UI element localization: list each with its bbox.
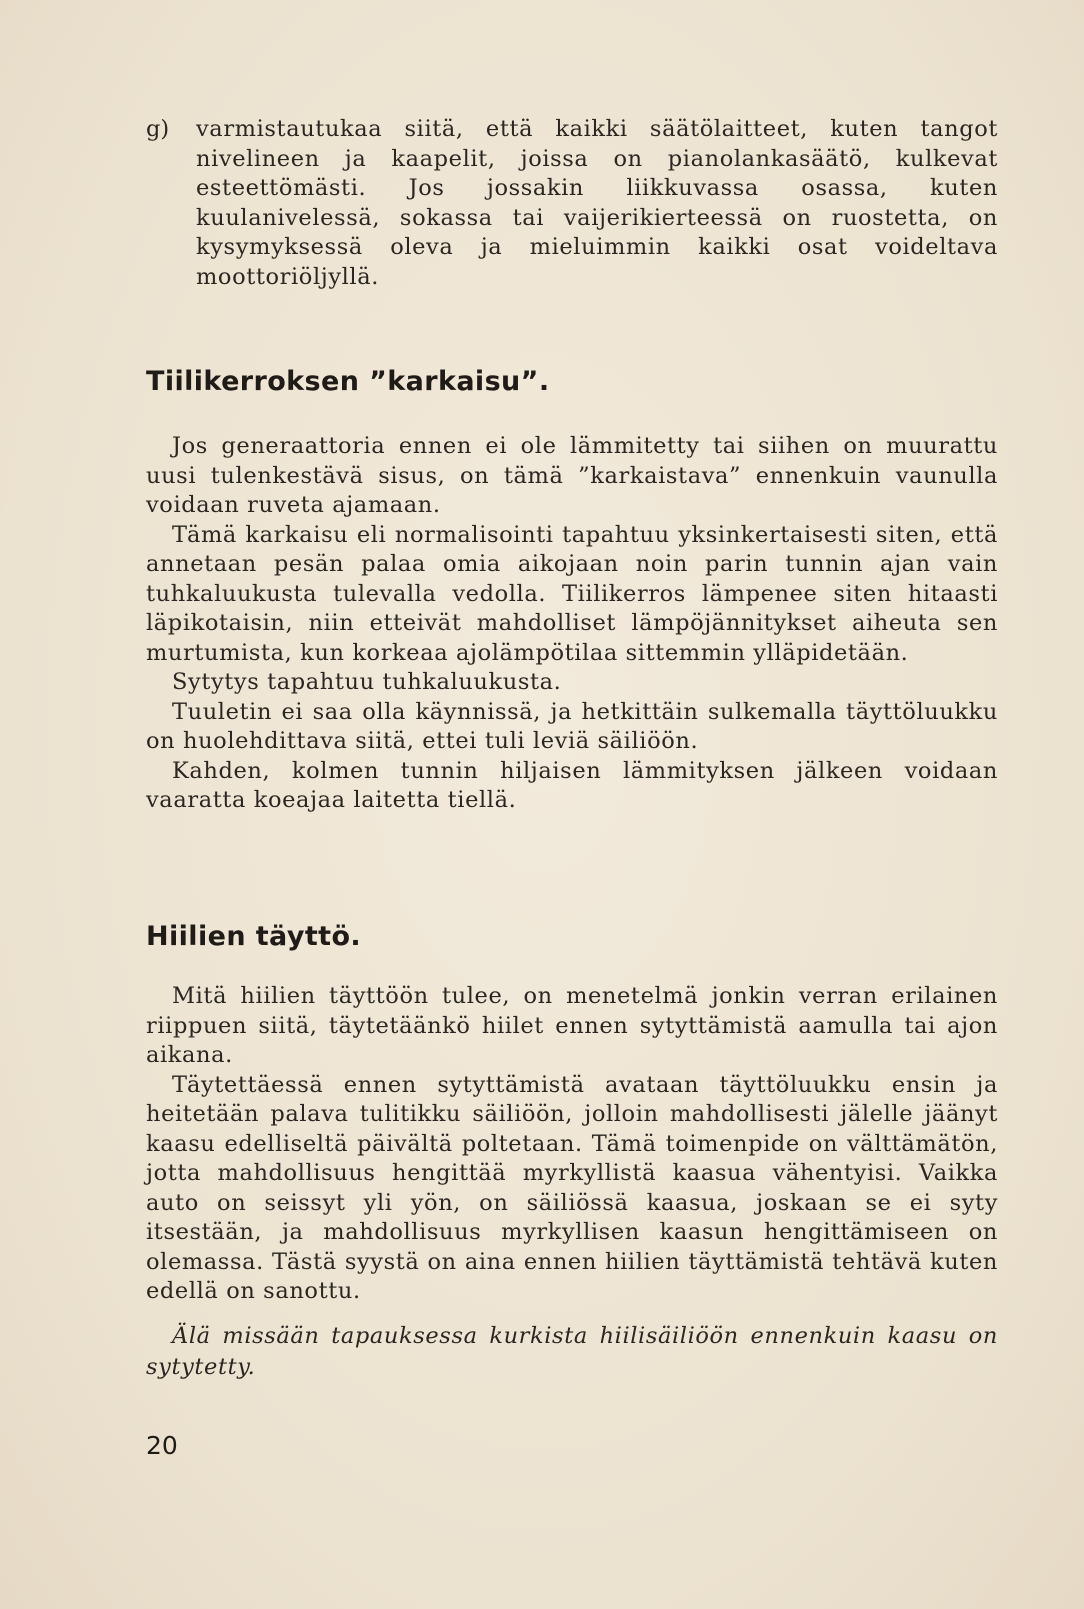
paragraph: Tämä karkaisu eli normalisointi tapahtuu yksinkertaisesti siten, että annetaan pesän palaa omia aikojaan noin parin tunnin ajan vain tuhkaluukusta tulevalla vedolla. Tiilikerros lämpenee siten hitaasti läpikotaisin, niin etteivät mahdolliset lämpöjännitykset aiheuta sen murtumista, kun korkeaa ajolämpötilaa sittemmin ylläpidetään.: [146, 521, 998, 666]
list-item-text: varmistautukaa siitä, että kaikki säätölaitteet, kuten tangot nivelineen ja kaapelit, joissa on pianolankasäätö, kulkevat esteettömästi. Jos jossakin liikkuvassa osassa, kuten kuulanivelessä, sokassa tai vaijerikierteessä on ruostetta, on kysymyksessä oleva ja mieluimmin kaikki osat voideltava moottoriöljyllä.: [196, 116, 998, 290]
list-item-g: [146, 115, 998, 292]
paragraph: Jos generaattoria ennen ei ole lämmitetty tai siihen on muurattu uusi tulenkestävä sisus, on tämä ”karkaistava” ennenkuin vaunulla voidaan ruveta ajamaan.: [146, 433, 998, 518]
paragraph: Kahden, kolmen tunnin hiljaisen lämmityksen jälkeen voidaan vaaratta koeajaa laitetta tiellä.: [146, 757, 998, 813]
paragraph: Mitä hiilien täyttöön tulee, on menetelmä jonkin verran erilainen riippuen siitä, täytetäänkö hiilet ennen sytyttämistä aamulla tai ajon aikana.: [146, 983, 998, 1068]
page-number: 20: [146, 1431, 178, 1460]
section-heading-hiilien-taytto: Hiilien täyttö.: [146, 921, 362, 952]
paragraph: Sytytys tapahtuu tuhkaluukusta.: [172, 669, 562, 695]
warning-note: Älä missään tapauksessa kurkista hiilisäiliöön ennenkuin kaasu on sytytetty.: [146, 1322, 998, 1380]
section-karkaisu: [146, 432, 998, 816]
section-hiilien-taytto: [146, 982, 998, 1383]
paragraph: Tuuletin ei saa olla käynnissä, ja hetkittäin sulkemalla täyttöluukku on huolehdittava siitä, ettei tuli leviä säiliöön.: [146, 698, 998, 754]
list-marker: g): [146, 116, 170, 142]
section-heading-karkaisu: Tiilikerroksen ”karkaisu”.: [146, 366, 550, 397]
paragraph: Täytettäessä ennen sytyttämistä avataan täyttöluukku ensin ja heitetään palava tulitikku säiliöön, jolloin mahdollisesti jälelle jäänyt kaasu edelliseltä päivältä poltetaan. Tämä toimenpide on välttämätön, jotta mahdollisuus hengittää myrkyllistä kaasua vähentyisi. Vaikka auto on seissyt yli yön, on säiliössä kaasua, joskaan se ei syty itsestään, ja mahdollisuus myrkyllisen kaasun hengittämiseen on olemassa. Tästä syystä on aina ennen hiilien täyttämistä tehtävä kuten edellä on sanottu.: [146, 1071, 998, 1304]
